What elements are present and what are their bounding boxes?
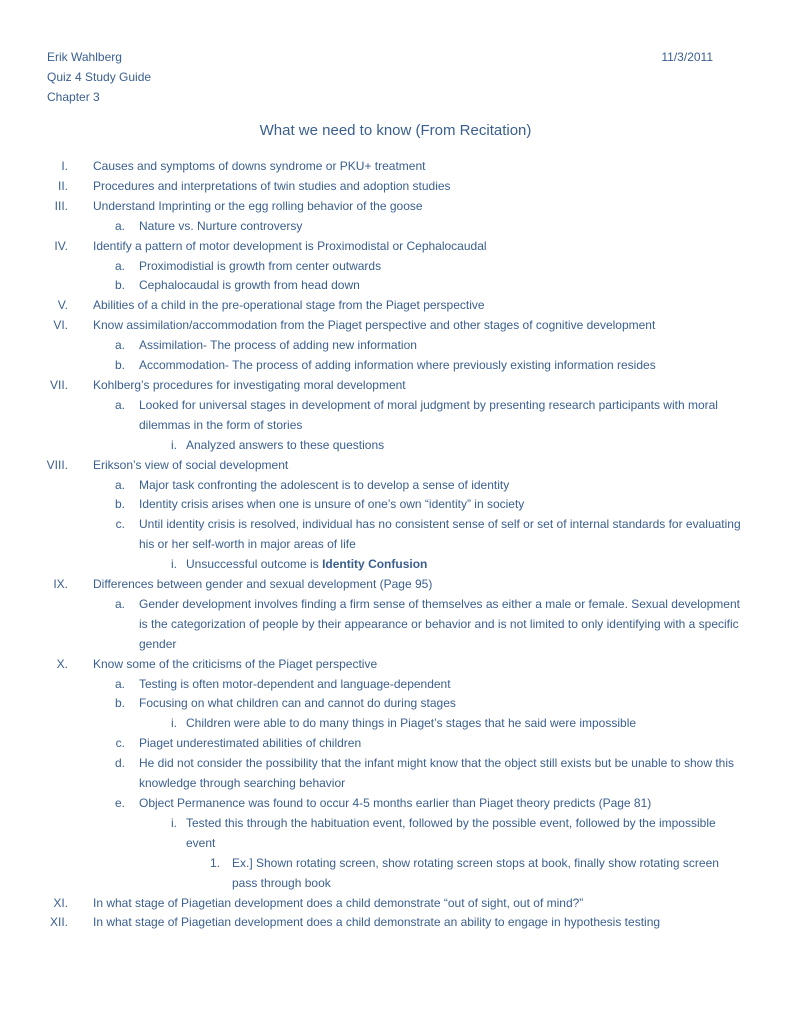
outline-item [0,197,791,217]
outline-text-content: In what stage of Piagetian development does a child demonstrate “out of sight, out of mind?” [93,895,584,910]
outline-text [93,237,745,257]
outline-text-content: Focusing on what children can and cannot do during stages [139,696,456,711]
outline-text-content: Gender development involves finding a firm sense of themselves as either a male or female. Sexual development is the categorization of people by their appearance or behavior and is not limited to only identifying with a specific gender [139,596,740,651]
outline-text-content: Testing is often motor-dependent and language-dependent [139,676,451,691]
outline-item [0,515,791,555]
outline-item [0,476,791,496]
outline-text [93,913,745,933]
outline-marker: IV. [54,238,68,253]
outline-marker: a. [114,596,125,611]
outline-text-content: Understand Imprinting or the egg rolling behavior of the goose [93,198,423,213]
outline-text-content: Causes and symptoms of downs syndrome or PKU+ treatment [93,159,426,173]
outline-marker: b. [114,696,125,711]
outline-text [186,555,745,575]
outline-text-content: Children were able to do many things in Piaget’s stages that he said were impossible [186,716,637,731]
outline-item [0,436,791,456]
outline-text [139,257,745,277]
outline-item [0,913,791,933]
outline-marker: I. [61,159,68,173]
outline-text-content: Identify a pattern of motor development is Proximodistal or Cephalocaudal [93,238,487,253]
outline-text [93,197,745,217]
outline-marker: II. [57,178,68,193]
outline-item [0,734,791,754]
outline-text [186,714,745,734]
outline-item [0,376,791,396]
outline-marker: a. [114,218,125,233]
outline-marker: e. [114,796,125,810]
outline-marker: d. [114,756,125,771]
outline-text-content: Kohlberg’s procedures for investigating moral development [93,377,406,392]
outline-item [0,217,791,237]
outline-item [0,555,791,575]
chapter-label: Chapter 3 [47,90,100,104]
outline-item [0,396,791,436]
outline-text [186,814,745,854]
outline-item [0,316,791,336]
outline-text-content: Abilities of a child in the pre-operational stage from the Piaget perspective [93,298,485,313]
outline-text [139,694,745,714]
outline-text [139,734,745,754]
outline-marker: a. [114,477,125,492]
outline-marker: a. [114,258,125,273]
outline-item [0,157,791,177]
outline-marker: VIII. [46,457,68,472]
outline-marker: b. [114,278,125,293]
outline-marker: b. [114,358,125,373]
outline-text-content: Until identity crisis is resolved, individual has no consistent sense of self or set of internal standards for evaluating his or her self-worth in major areas of life [139,517,741,552]
author-name: Erik Wahlberg [47,50,122,64]
outline-text-content: Unsuccessful outcome is [186,557,323,572]
outline-text-content: Procedures and interpretations of twin studies and adoption studies [93,178,451,193]
outline-text [139,217,745,237]
outline-item [0,336,791,356]
outline-text-content: Identity crisis arises when one is unsure of one’s own “identity” in society [139,497,525,512]
outline-item [0,894,791,914]
outline-marker: IX. [53,577,68,592]
outline-text-content: Piaget underestimated abilities of children [139,736,362,751]
outline-item [0,237,791,257]
outline-text [93,157,745,177]
outline-text [139,336,745,356]
outline-marker: a. [114,676,125,691]
document-title: What we need to know (From Recitation) [259,122,532,139]
outline-text [139,595,745,655]
outline-text [93,894,745,914]
outline-item [0,754,791,794]
outline-marker: XII. [49,915,68,930]
outline-text [139,794,745,814]
outline-marker: X. [56,656,68,671]
outline-marker: VI. [53,318,68,333]
outline-text-content: He did not consider the possibility that the infant might know that the object still exists but be unable to show this knowledge through searching behavior [139,756,735,791]
outline-item [0,714,791,734]
outline-marker: VII. [49,377,68,392]
outline-text [139,675,745,695]
outline-text [186,436,745,456]
outline-item [0,655,791,675]
outline-text-content: Major task confronting the adolescent is to develop a sense of identity [139,477,510,492]
outline-text-content: Accommodation- The process of adding information where previously existing information resides [139,358,656,373]
outline-text-content: Erikson’s view of social development [93,457,289,472]
outline-item [0,694,791,714]
outline-item [0,257,791,277]
outline-text-content: Ex.] Shown rotating screen, show rotating screen stops at book, finally show rotating screen pass through book [232,855,719,890]
outline-text [93,296,745,316]
outline-text-content: Know some of the criticisms of the Piaget perspective [93,656,378,671]
outline-marker: b. [114,497,125,512]
outline-marker: i. [171,716,177,731]
outline-marker: c. [115,736,125,751]
outline-marker: III. [54,198,68,213]
outline-text [139,495,745,515]
outline-text [93,177,745,197]
outline-marker: 1. [209,855,220,870]
outline-text [93,655,745,675]
outline-item [0,356,791,376]
outline-item [0,814,791,854]
emphasis-term: Identity Confusion [322,557,428,572]
outline-marker: XI. [53,895,68,910]
outline-marker: V. [57,298,68,313]
outline-text-content: Differences between gender and sexual development (Page 95) [93,577,433,592]
outline-marker: c. [115,517,125,532]
outline-marker: a. [114,397,125,412]
outline-marker: i. [171,557,177,572]
outline-text [93,575,745,595]
outline-text [93,456,745,476]
outline-item [0,794,791,814]
outline-text-content: Cephalocaudal is growth from head down [139,278,360,293]
outline-item [0,296,791,316]
outline-text-content: Tested this through the habituation event, followed by the possible event, followed by the impossible event [186,815,716,850]
outline-text-content: In what stage of Piagetian development does a child demonstrate an ability to engage in hypothesis testing [93,915,661,930]
outline-item [0,276,791,296]
outline-marker: a. [114,338,125,353]
outline-item [0,575,791,595]
outline-item [0,595,791,655]
outline-text-content: Object Permanence was found to occur 4-5 months earlier than Piaget theory predicts (Page 81) [139,796,652,810]
outline-text [139,754,745,794]
document-date: 11/3/2011 [661,50,713,64]
outline-text-content: Nature vs. Nurture controversy [139,218,303,233]
outline-text-content: Looked for universal stages in development of moral judgment by presenting research participants with moral dilemmas in the form of stories [139,397,718,432]
outline-item [0,495,791,515]
outline-text [139,396,745,436]
outline-text [139,276,745,296]
outline-item [0,675,791,695]
outline-item [0,854,791,894]
outline-text [139,515,745,555]
outline-text [93,376,745,396]
outline-item [0,456,791,476]
outline-text-content: Assimilation- The process of adding new information [139,338,417,353]
outline-item [0,177,791,197]
outline-text [139,356,745,376]
outline-text-content: Know assimilation/accommodation from the Piaget perspective and other stages of cognitive development [93,318,656,333]
outline-text [93,316,745,336]
outline-text-content: Analyzed answers to these questions [186,437,385,452]
outline-text [232,854,745,894]
outline-text [139,476,745,496]
study-outline [0,157,791,933]
outline-marker: i. [171,815,177,830]
course-title: Quiz 4 Study Guide [47,70,152,84]
outline-marker: i. [171,437,177,452]
outline-text-content: Proximodistial is growth from center outwards [139,258,382,273]
